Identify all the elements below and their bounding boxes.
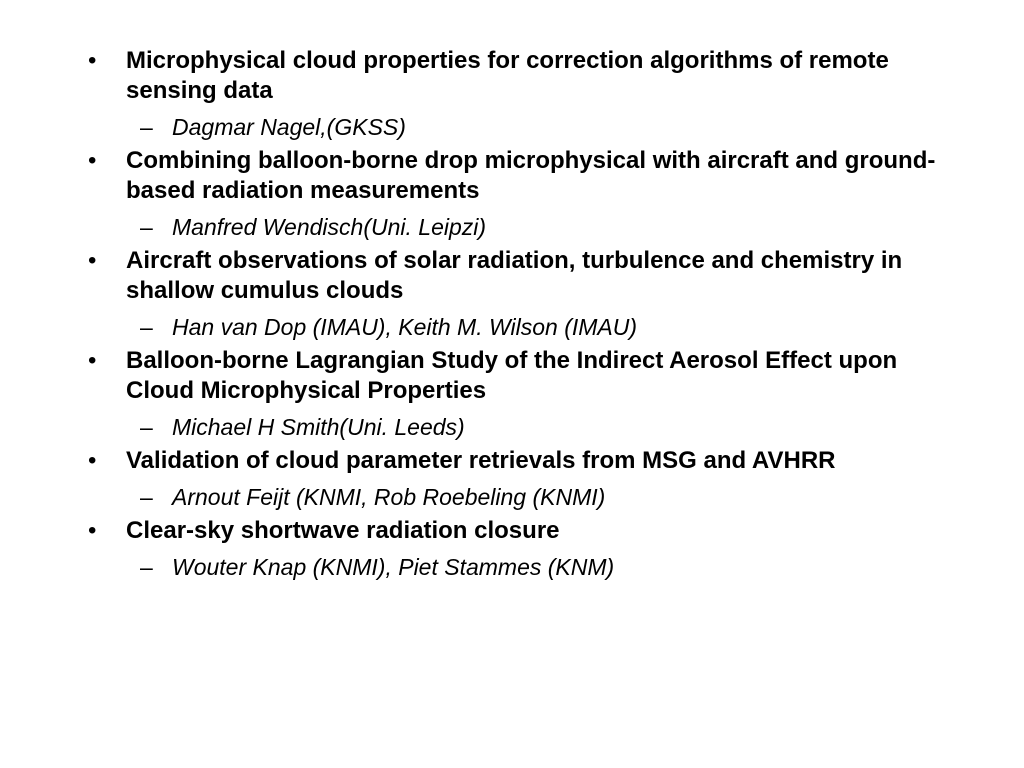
- item-author-row: [140, 552, 988, 582]
- project-list: [88, 46, 988, 586]
- item-author: Michael H Smith(Uni. Leeds): [172, 414, 465, 440]
- item-title: Microphysical cloud properties for correction algorithms of remote sensing data: [126, 47, 889, 104]
- list-item: [88, 516, 988, 582]
- item-title: Aircraft observations of solar radiation, turbulence and chemistry in shallow cumulus clouds: [126, 247, 903, 304]
- list-item: [88, 46, 988, 142]
- dash-icon: –: [140, 414, 153, 440]
- dash-icon: –: [140, 214, 153, 240]
- bullet-icon: •: [88, 447, 97, 474]
- list-item: [88, 346, 988, 442]
- item-author: Manfred Wendisch(Uni. Leipzi): [172, 214, 487, 240]
- item-author-row: [140, 482, 988, 512]
- item-author-row: [140, 212, 988, 242]
- item-title: Validation of cloud parameter retrievals from MSG and AVHRR: [126, 447, 836, 474]
- list-item: [88, 146, 988, 242]
- list-item: [88, 246, 988, 342]
- bullet-icon: •: [88, 47, 97, 74]
- item-author: Han van Dop (IMAU), Keith M. Wilson (IMAU): [172, 314, 638, 340]
- list-item: [88, 446, 988, 512]
- item-title-row: [88, 46, 988, 106]
- item-author-row: [140, 112, 988, 142]
- item-author-row: [140, 312, 988, 342]
- item-author-row: [140, 412, 988, 442]
- item-title: Balloon-borne Lagrangian Study of the Indirect Aerosol Effect upon Cloud Microphysical Properties: [126, 347, 898, 404]
- item-title-row: [88, 446, 988, 476]
- item-title: Clear-sky shortwave radiation closure: [126, 517, 560, 544]
- item-title-row: [88, 246, 988, 306]
- bullet-icon: •: [88, 347, 97, 374]
- bullet-icon: •: [88, 247, 97, 274]
- bullet-icon: •: [88, 517, 97, 544]
- dash-icon: –: [140, 554, 153, 580]
- item-title-row: [88, 516, 988, 546]
- item-title-row: [88, 346, 988, 406]
- dash-icon: –: [140, 114, 153, 140]
- dash-icon: –: [140, 484, 153, 510]
- item-author: Dagmar Nagel,(GKSS): [172, 114, 406, 140]
- item-author: Wouter Knap (KNMI), Piet Stammes (KNM): [172, 554, 615, 580]
- bullet-icon: •: [88, 147, 97, 174]
- item-title: Combining balloon-borne drop microphysical with aircraft and ground-based radiation measurements: [126, 147, 936, 204]
- item-author: Arnout Feijt (KNMI, Rob Roebeling (KNMI): [172, 484, 606, 510]
- item-title-row: [88, 146, 988, 206]
- dash-icon: –: [140, 314, 153, 340]
